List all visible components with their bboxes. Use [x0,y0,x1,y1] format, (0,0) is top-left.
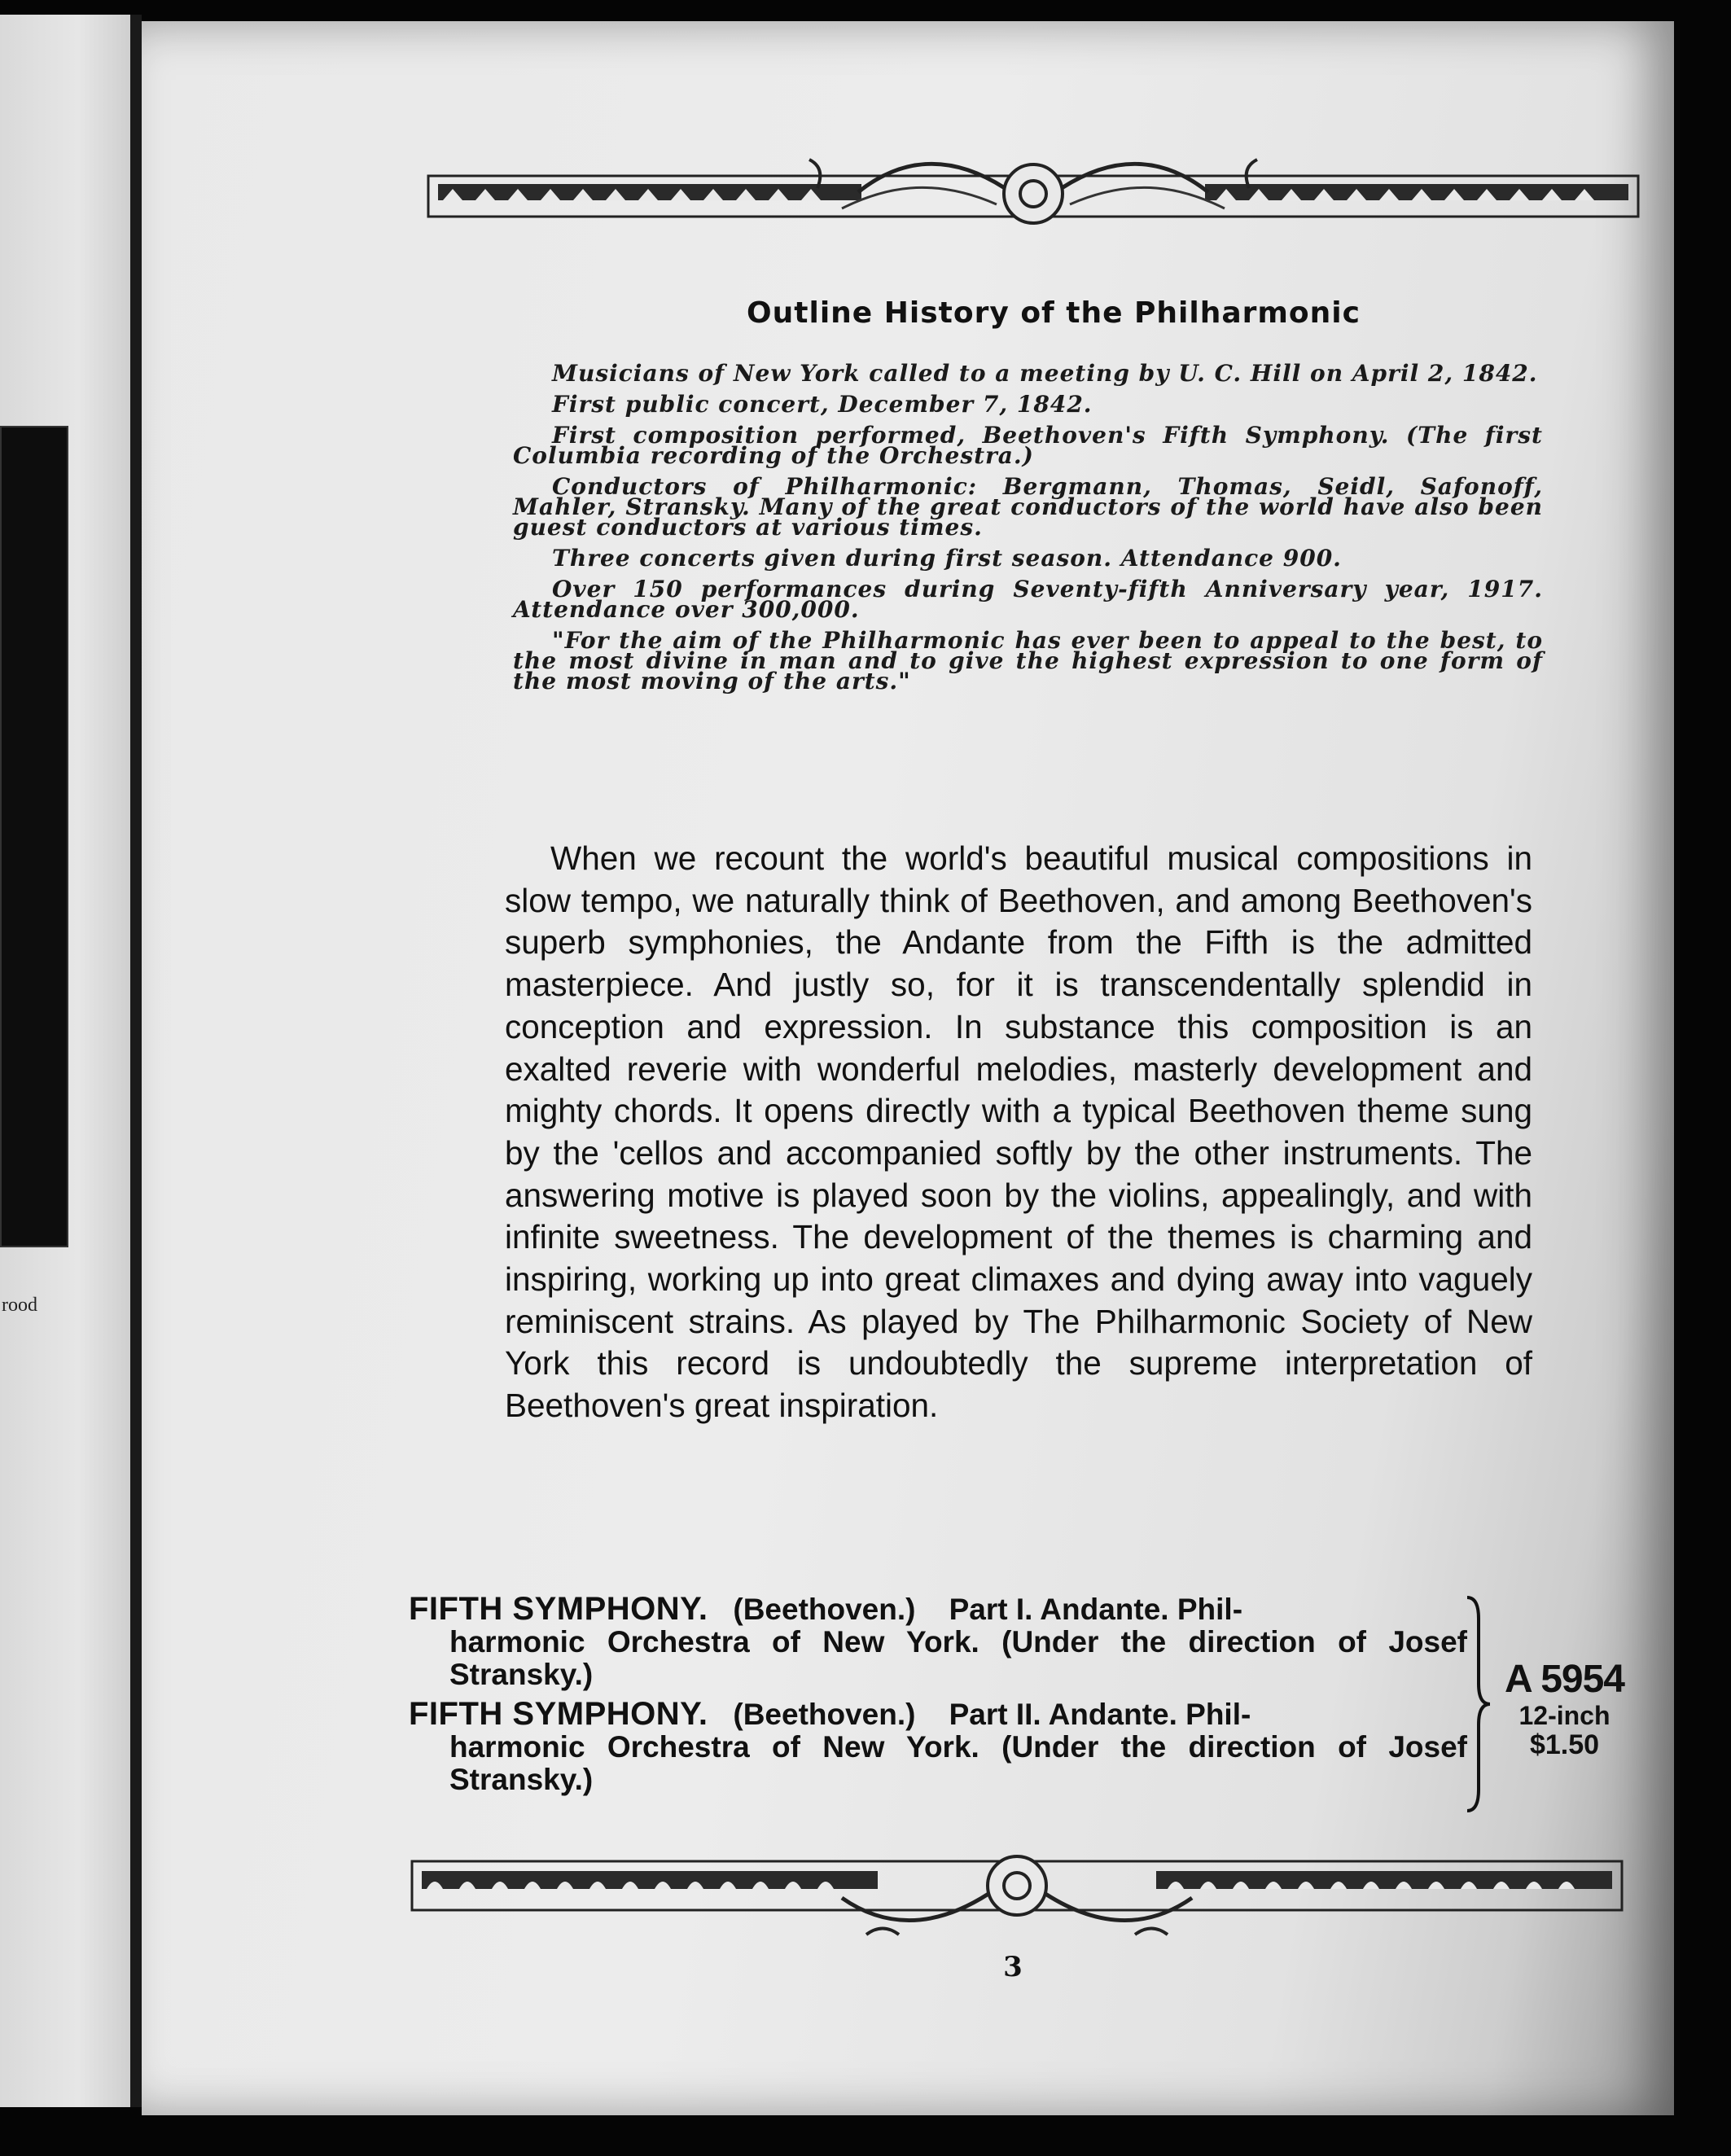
record-size: 12-inch [1518,1701,1610,1730]
history-entry: First public concert, December 7, 1842. [552,391,1093,418]
catalog-info [1497,1658,1632,1760]
record-composer: (Beethoven.) [733,1593,916,1626]
record-composer: (Beethoven.) [733,1698,916,1731]
record-part: Part I. Andante. Phil- [949,1593,1243,1626]
history-title: Outline History of the Philharmonic [747,296,1361,330]
body-paragraph: When we recount the world's beautiful musical compositions in slow tempo, we naturally think of Beethoven, and among Beethoven's superb symphonies, the Andante from the Fifth is the admitted masterpiece. And justly so, for it is transcendentally splendid in conception and expression. In substance this composition is an exalted reverie with wonderful melodies, masterly development and mighty chords. It opens directly with a typical Beethoven theme sung by the 'cellos and accompanied softly by the other instruments. The answering motive is played soon by the violins, appealingly, and with infinite sweetness. The development of the themes is charming and inspiring, working up into great climaxes and dying away into vaguely reminiscent strains. As played by The Philharmonic Society of New York this record is undoubtedly the supreme interpretation of Beethoven's great inspiration. [505,839,1532,1425]
record-description: harmonic Orchestra of New York. (Under the direction of Josef Stransky.) [449,1730,1467,1796]
page [142,21,1674,2115]
history-entry: First composition performed, Beethoven's Fifth Symphony. (The first Columbia recording of the Orchestra.) [513,422,1543,469]
record-entry [409,1698,1467,1796]
history-entry: Over 150 performances during Seventy-fifth Anniversary year, 1917. Attendance over 300,000. [513,576,1543,623]
record-price: $1.50 [1529,1729,1600,1760]
history-entry: Conductors of Philharmonic: Bergmann, Thomas, Seidl, Safonoff, Mahler, Stransky. Many of the great conductors of the world have also been guest conductors at various times. [513,473,1543,541]
history-entry: Three concerts given during first season. Attendance 900. [552,545,1342,572]
top-ornament [427,143,1640,233]
record-listing [409,1593,1467,1803]
book-spine [130,15,142,2107]
facing-page [0,15,130,2107]
page-number: 3 [1003,1951,1023,1983]
record-part: Part II. Andante. Phil- [949,1698,1251,1731]
record-title: FIFTH SYMPHONY. [409,1591,708,1627]
bottom-ornament [410,1853,1624,1943]
history-quote: "For the aim of the Philharmonic has ever been to appeal to the best, to the most divine in man and to give the highest expression to one form of the most moving of the arts." [513,627,1543,695]
record-description: harmonic Orchestra of New York. (Under the direction of Josef Stransky.) [449,1625,1467,1691]
body-text [505,838,1532,1427]
record-title: FIFTH SYMPHONY. [409,1696,708,1732]
history-entry: Musicians of New York called to a meeting by U. C. Hill on April 2, 1842. [552,360,1538,387]
catalog-number: A 5954 [1505,1658,1624,1701]
record-brace [1461,1594,1493,1814]
record-entry [409,1593,1467,1691]
facing-page-photo [0,426,68,1247]
facing-page-caption: rood [2,1295,37,1316]
history-outline [513,360,1543,702]
